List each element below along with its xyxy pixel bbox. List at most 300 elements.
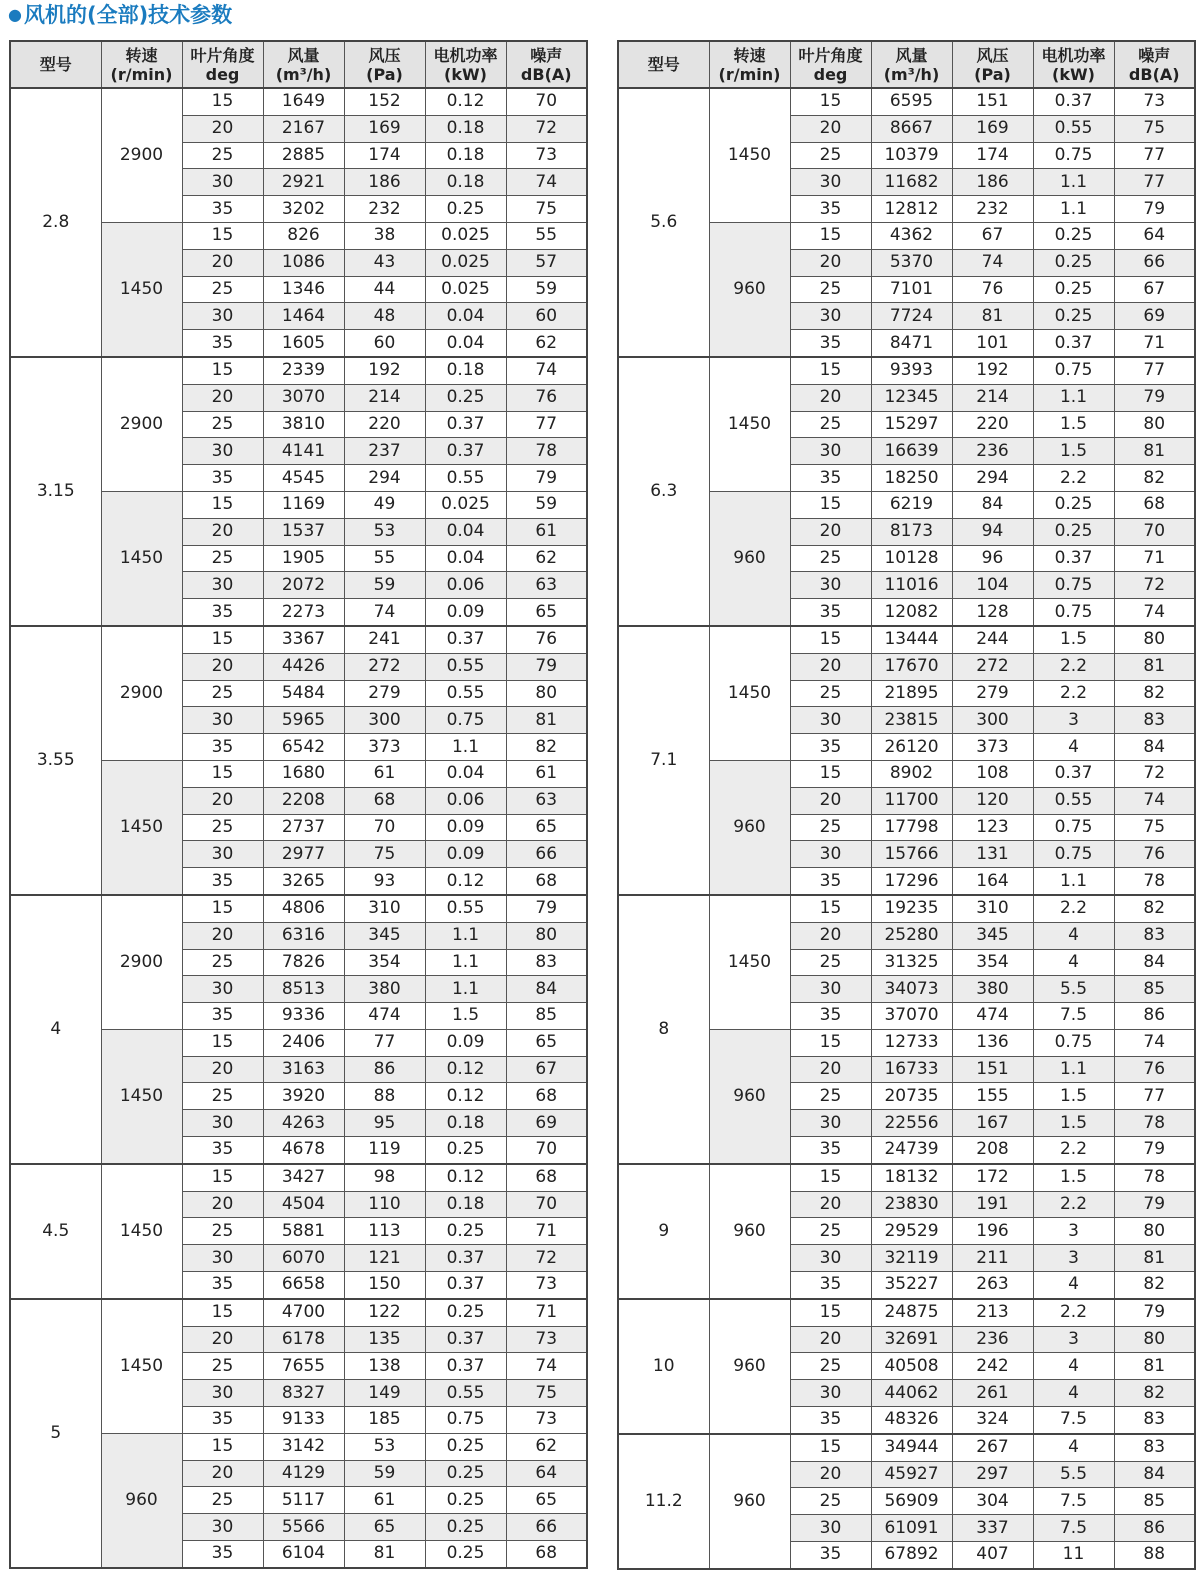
blade-angle-cell: 25 xyxy=(790,545,871,572)
blade-angle-cell: 20 xyxy=(182,1191,263,1218)
blade-angle-cell: 25 xyxy=(182,276,263,303)
noise-cell: 84 xyxy=(1114,1461,1195,1488)
motor-power-cell: 0.12 xyxy=(425,88,506,115)
model-cell: 9 xyxy=(618,1164,709,1299)
blade-angle-cell: 35 xyxy=(182,465,263,492)
noise-cell: 66 xyxy=(506,841,587,868)
motor-power-cell: 0.25 xyxy=(1033,491,1114,518)
noise-cell: 64 xyxy=(1114,222,1195,249)
header-pressure: 风压 (Pa) xyxy=(952,41,1033,88)
blade-angle-cell: 30 xyxy=(790,572,871,599)
pressure-cell: 86 xyxy=(344,1056,425,1083)
airflow-cell: 40508 xyxy=(871,1353,952,1380)
noise-cell: 65 xyxy=(506,1487,587,1514)
blade-angle-cell: 15 xyxy=(790,626,871,653)
blade-angle-cell: 20 xyxy=(790,1326,871,1353)
airflow-cell: 6070 xyxy=(263,1245,344,1272)
motor-power-cell: 0.25 xyxy=(425,1433,506,1460)
noise-cell: 78 xyxy=(1114,868,1195,895)
pressure-cell: 294 xyxy=(344,465,425,492)
airflow-cell: 4545 xyxy=(263,465,344,492)
blade-angle-cell: 25 xyxy=(790,276,871,303)
blade-angle-cell: 20 xyxy=(182,1326,263,1353)
pressure-cell: 169 xyxy=(952,115,1033,142)
motor-power-cell: 4 xyxy=(1033,922,1114,949)
speed-cell: 960 xyxy=(709,760,790,894)
airflow-cell: 6178 xyxy=(263,1326,344,1353)
noise-cell: 59 xyxy=(506,491,587,518)
airflow-cell: 1680 xyxy=(263,760,344,787)
motor-power-cell: 0.75 xyxy=(1033,142,1114,169)
noise-cell: 73 xyxy=(506,1407,587,1434)
model-cell: 7.1 xyxy=(618,626,709,895)
noise-cell: 68 xyxy=(506,1164,587,1191)
airflow-cell: 3920 xyxy=(263,1083,344,1110)
airflow-cell: 7655 xyxy=(263,1353,344,1380)
header-blade-angle: 叶片角度 deg xyxy=(790,41,871,88)
noise-cell: 80 xyxy=(1114,1326,1195,1353)
motor-power-cell: 0.75 xyxy=(1033,841,1114,868)
blade-angle-cell: 15 xyxy=(182,222,263,249)
pressure-cell: 310 xyxy=(952,895,1033,922)
noise-cell: 72 xyxy=(506,1245,587,1272)
pressure-cell: 155 xyxy=(952,1083,1033,1110)
airflow-cell: 1346 xyxy=(263,276,344,303)
blade-angle-cell: 25 xyxy=(182,814,263,841)
pressure-cell: 380 xyxy=(952,976,1033,1003)
blade-angle-cell: 20 xyxy=(182,384,263,411)
airflow-cell: 12812 xyxy=(871,196,952,223)
pressure-cell: 310 xyxy=(344,895,425,922)
noise-cell: 84 xyxy=(1114,949,1195,976)
noise-cell: 68 xyxy=(506,1083,587,1110)
noise-cell: 80 xyxy=(1114,411,1195,438)
speed-cell: 2900 xyxy=(101,357,182,491)
airflow-cell: 45927 xyxy=(871,1461,952,1488)
noise-cell: 71 xyxy=(1114,330,1195,357)
speed-cell: 960 xyxy=(709,222,790,356)
noise-cell: 72 xyxy=(1114,760,1195,787)
motor-power-cell: 0.025 xyxy=(425,491,506,518)
airflow-cell: 3367 xyxy=(263,626,344,653)
pressure-cell: 81 xyxy=(344,1541,425,1568)
noise-cell: 74 xyxy=(1114,599,1195,626)
pressure-cell: 232 xyxy=(344,196,425,223)
blade-angle-cell: 15 xyxy=(790,491,871,518)
fan-spec-table-right xyxy=(617,40,1196,1570)
noise-cell: 62 xyxy=(506,545,587,572)
pressure-cell: 300 xyxy=(344,707,425,734)
blade-angle-cell: 15 xyxy=(790,1434,871,1461)
noise-cell: 71 xyxy=(506,1299,587,1326)
speed-cell: 960 xyxy=(709,1164,790,1299)
noise-cell: 62 xyxy=(506,1433,587,1460)
noise-cell: 76 xyxy=(506,626,587,653)
motor-power-cell: 0.25 xyxy=(425,1460,506,1487)
airflow-cell: 16733 xyxy=(871,1056,952,1083)
motor-power-cell: 0.09 xyxy=(425,1029,506,1056)
motor-power-cell: 0.25 xyxy=(425,1299,506,1326)
noise-cell: 82 xyxy=(506,734,587,761)
pressure-cell: 151 xyxy=(952,88,1033,115)
noise-cell: 70 xyxy=(1114,518,1195,545)
blade-angle-cell: 30 xyxy=(182,169,263,196)
blade-angle-cell: 35 xyxy=(182,1137,263,1164)
noise-cell: 68 xyxy=(1114,491,1195,518)
blade-angle-cell: 30 xyxy=(790,1110,871,1137)
pressure-cell: 93 xyxy=(344,868,425,895)
blade-angle-cell: 15 xyxy=(182,1029,263,1056)
noise-cell: 69 xyxy=(506,1110,587,1137)
blade-angle-cell: 25 xyxy=(790,1083,871,1110)
airflow-cell: 15297 xyxy=(871,411,952,438)
pressure-cell: 192 xyxy=(344,357,425,384)
airflow-cell: 67892 xyxy=(871,1542,952,1569)
noise-cell: 82 xyxy=(1114,1380,1195,1407)
noise-cell: 65 xyxy=(506,1029,587,1056)
motor-power-cell: 0.04 xyxy=(425,303,506,330)
airflow-cell: 12082 xyxy=(871,599,952,626)
airflow-cell: 25280 xyxy=(871,922,952,949)
airflow-cell: 5484 xyxy=(263,680,344,707)
fan-spec-table-left xyxy=(9,40,588,1569)
motor-power-cell: 1.1 xyxy=(1033,868,1114,895)
pressure-cell: 244 xyxy=(952,626,1033,653)
blade-angle-cell: 20 xyxy=(790,1056,871,1083)
motor-power-cell: 3 xyxy=(1033,1326,1114,1353)
motor-power-cell: 0.55 xyxy=(1033,787,1114,814)
noise-cell: 73 xyxy=(506,1326,587,1353)
noise-cell: 76 xyxy=(1114,1056,1195,1083)
blade-angle-cell: 25 xyxy=(182,1218,263,1245)
airflow-cell: 23830 xyxy=(871,1191,952,1218)
blade-angle-cell: 35 xyxy=(790,196,871,223)
blade-angle-cell: 15 xyxy=(790,1164,871,1191)
blade-angle-cell: 30 xyxy=(182,1380,263,1407)
motor-power-cell: 0.25 xyxy=(1033,276,1114,303)
noise-cell: 78 xyxy=(506,438,587,465)
noise-cell: 64 xyxy=(506,1460,587,1487)
airflow-cell: 3142 xyxy=(263,1433,344,1460)
blade-angle-cell: 25 xyxy=(182,411,263,438)
motor-power-cell: 0.025 xyxy=(425,249,506,276)
pressure-cell: 279 xyxy=(952,680,1033,707)
blade-angle-cell: 30 xyxy=(182,976,263,1003)
motor-power-cell: 0.25 xyxy=(425,1137,506,1164)
noise-cell: 67 xyxy=(1114,276,1195,303)
airflow-cell: 24739 xyxy=(871,1137,952,1164)
table-row xyxy=(618,88,1195,115)
airflow-cell: 1605 xyxy=(263,330,344,357)
blade-angle-cell: 25 xyxy=(790,680,871,707)
pressure-cell: 65 xyxy=(344,1514,425,1541)
motor-power-cell: 1.5 xyxy=(1033,1164,1114,1191)
motor-power-cell: 0.37 xyxy=(1033,545,1114,572)
noise-cell: 70 xyxy=(506,1191,587,1218)
noise-cell: 78 xyxy=(1114,1164,1195,1191)
airflow-cell: 24875 xyxy=(871,1299,952,1326)
blade-angle-cell: 25 xyxy=(790,142,871,169)
speed-cell: 2900 xyxy=(101,895,182,1029)
airflow-cell: 16639 xyxy=(871,438,952,465)
blade-angle-cell: 35 xyxy=(182,1407,263,1434)
header-airflow: 风量 (m³/h) xyxy=(263,41,344,88)
pressure-cell: 208 xyxy=(952,1137,1033,1164)
noise-cell: 79 xyxy=(1114,1299,1195,1326)
pressure-cell: 297 xyxy=(952,1461,1033,1488)
noise-cell: 82 xyxy=(1114,895,1195,922)
blade-angle-cell: 35 xyxy=(182,1541,263,1568)
noise-cell: 80 xyxy=(1114,1218,1195,1245)
motor-power-cell: 0.75 xyxy=(1033,357,1114,384)
blade-angle-cell: 30 xyxy=(182,1245,263,1272)
pressure-cell: 53 xyxy=(344,1433,425,1460)
airflow-cell: 4129 xyxy=(263,1460,344,1487)
model-cell: 10 xyxy=(618,1299,709,1434)
blade-angle-cell: 15 xyxy=(182,1299,263,1326)
blade-angle-cell: 15 xyxy=(182,1164,263,1191)
noise-cell: 79 xyxy=(1114,1137,1195,1164)
blade-angle-cell: 15 xyxy=(182,626,263,653)
airflow-cell: 34944 xyxy=(871,1434,952,1461)
blade-angle-cell: 35 xyxy=(790,1137,871,1164)
noise-cell: 84 xyxy=(1114,734,1195,761)
noise-cell: 75 xyxy=(1114,814,1195,841)
model-cell: 11.2 xyxy=(618,1434,709,1569)
pressure-cell: 354 xyxy=(344,949,425,976)
motor-power-cell: 0.25 xyxy=(425,196,506,223)
model-cell: 4.5 xyxy=(10,1164,101,1299)
model-cell: 4 xyxy=(10,895,101,1164)
pressure-cell: 138 xyxy=(344,1353,425,1380)
airflow-cell: 4362 xyxy=(871,222,952,249)
noise-cell: 67 xyxy=(506,1056,587,1083)
noise-cell: 81 xyxy=(1114,1245,1195,1272)
blade-angle-cell: 20 xyxy=(182,1056,263,1083)
motor-power-cell: 5.5 xyxy=(1033,976,1114,1003)
blade-angle-cell: 20 xyxy=(182,249,263,276)
blade-angle-cell: 30 xyxy=(790,169,871,196)
pressure-cell: 345 xyxy=(952,922,1033,949)
blade-angle-cell: 30 xyxy=(182,572,263,599)
pressure-cell: 76 xyxy=(952,276,1033,303)
pressure-cell: 98 xyxy=(344,1164,425,1191)
noise-cell: 74 xyxy=(506,357,587,384)
motor-power-cell: 0.37 xyxy=(1033,88,1114,115)
motor-power-cell: 7.5 xyxy=(1033,1407,1114,1434)
airflow-cell: 2885 xyxy=(263,142,344,169)
motor-power-cell: 0.55 xyxy=(425,1380,506,1407)
table-body-right xyxy=(618,88,1195,1569)
airflow-cell: 826 xyxy=(263,222,344,249)
noise-cell: 81 xyxy=(506,707,587,734)
pressure-cell: 279 xyxy=(344,680,425,707)
airflow-cell: 6104 xyxy=(263,1541,344,1568)
noise-cell: 75 xyxy=(506,196,587,223)
motor-power-cell: 4 xyxy=(1033,1434,1114,1461)
table-row xyxy=(10,895,587,922)
airflow-cell: 4263 xyxy=(263,1110,344,1137)
blade-angle-cell: 15 xyxy=(182,1433,263,1460)
airflow-cell: 13444 xyxy=(871,626,952,653)
motor-power-cell: 0.75 xyxy=(1033,599,1114,626)
pressure-cell: 70 xyxy=(344,814,425,841)
noise-cell: 72 xyxy=(1114,572,1195,599)
airflow-cell: 4504 xyxy=(263,1191,344,1218)
airflow-cell: 7101 xyxy=(871,276,952,303)
airflow-cell: 3427 xyxy=(263,1164,344,1191)
airflow-cell: 6219 xyxy=(871,491,952,518)
pressure-cell: 172 xyxy=(952,1164,1033,1191)
airflow-cell: 8667 xyxy=(871,115,952,142)
motor-power-cell: 0.37 xyxy=(425,1353,506,1380)
blade-angle-cell: 30 xyxy=(182,841,263,868)
pressure-cell: 84 xyxy=(952,491,1033,518)
noise-cell: 82 xyxy=(1114,465,1195,492)
header-model: 型号 xyxy=(618,41,709,88)
airflow-cell: 6542 xyxy=(263,734,344,761)
noise-cell: 72 xyxy=(506,115,587,142)
blade-angle-cell: 30 xyxy=(182,1514,263,1541)
motor-power-cell: 0.12 xyxy=(425,1083,506,1110)
motor-power-cell: 0.37 xyxy=(425,1272,506,1299)
motor-power-cell: 0.55 xyxy=(425,653,506,680)
noise-cell: 73 xyxy=(506,142,587,169)
blade-angle-cell: 20 xyxy=(182,653,263,680)
blade-angle-cell: 35 xyxy=(182,196,263,223)
blade-angle-cell: 25 xyxy=(182,680,263,707)
airflow-cell: 9393 xyxy=(871,357,952,384)
pressure-cell: 61 xyxy=(344,760,425,787)
airflow-cell: 11016 xyxy=(871,572,952,599)
pressure-cell: 407 xyxy=(952,1542,1033,1569)
motor-power-cell: 0.12 xyxy=(425,1056,506,1083)
motor-power-cell: 0.37 xyxy=(425,626,506,653)
pressure-cell: 74 xyxy=(952,249,1033,276)
blade-angle-cell: 35 xyxy=(790,1542,871,1569)
speed-cell: 1450 xyxy=(709,895,790,1029)
motor-power-cell: 0.75 xyxy=(1033,572,1114,599)
pressure-cell: 96 xyxy=(952,545,1033,572)
motor-power-cell: 1.5 xyxy=(1033,626,1114,653)
airflow-cell: 17798 xyxy=(871,814,952,841)
airflow-cell: 29529 xyxy=(871,1218,952,1245)
pressure-cell: 213 xyxy=(952,1299,1033,1326)
noise-cell: 79 xyxy=(506,895,587,922)
pressure-cell: 68 xyxy=(344,787,425,814)
speed-cell: 1450 xyxy=(709,626,790,760)
model-cell: 3.15 xyxy=(10,357,101,626)
pressure-cell: 94 xyxy=(952,518,1033,545)
noise-cell: 66 xyxy=(1114,249,1195,276)
airflow-cell: 8471 xyxy=(871,330,952,357)
airflow-cell: 21895 xyxy=(871,680,952,707)
blade-angle-cell: 25 xyxy=(790,814,871,841)
pressure-cell: 220 xyxy=(344,411,425,438)
blade-angle-cell: 35 xyxy=(790,330,871,357)
blade-angle-cell: 20 xyxy=(182,115,263,142)
airflow-cell: 20735 xyxy=(871,1083,952,1110)
blade-angle-cell: 35 xyxy=(182,1003,263,1030)
airflow-cell: 37070 xyxy=(871,1003,952,1030)
noise-cell: 74 xyxy=(1114,1029,1195,1056)
pressure-cell: 131 xyxy=(952,841,1033,868)
pressure-cell: 474 xyxy=(344,1003,425,1030)
motor-power-cell: 0.37 xyxy=(1033,330,1114,357)
header-row xyxy=(10,41,587,88)
motor-power-cell: 0.55 xyxy=(425,680,506,707)
airflow-cell: 1537 xyxy=(263,518,344,545)
table-row xyxy=(618,357,1195,384)
blade-angle-cell: 15 xyxy=(790,357,871,384)
noise-cell: 83 xyxy=(1114,1434,1195,1461)
motor-power-cell: 1.5 xyxy=(425,1003,506,1030)
blade-angle-cell: 20 xyxy=(790,384,871,411)
noise-cell: 61 xyxy=(506,760,587,787)
model-cell: 5 xyxy=(10,1299,101,1568)
noise-cell: 66 xyxy=(506,1514,587,1541)
blade-angle-cell: 20 xyxy=(182,922,263,949)
header-motor-power: 电机功率 (kW) xyxy=(1033,41,1114,88)
pressure-cell: 263 xyxy=(952,1272,1033,1299)
blade-angle-cell: 30 xyxy=(182,707,263,734)
pressure-cell: 272 xyxy=(344,653,425,680)
motor-power-cell: 0.25 xyxy=(425,1218,506,1245)
airflow-cell: 1086 xyxy=(263,249,344,276)
noise-cell: 79 xyxy=(506,653,587,680)
blade-angle-cell: 20 xyxy=(790,787,871,814)
pressure-cell: 220 xyxy=(952,411,1033,438)
table-row xyxy=(10,626,587,653)
speed-cell: 1450 xyxy=(709,357,790,491)
pressure-cell: 88 xyxy=(344,1083,425,1110)
blade-angle-cell: 20 xyxy=(790,1461,871,1488)
pressure-cell: 167 xyxy=(952,1110,1033,1137)
motor-power-cell: 0.75 xyxy=(425,707,506,734)
airflow-cell: 5370 xyxy=(871,249,952,276)
blade-angle-cell: 20 xyxy=(790,518,871,545)
motor-power-cell: 3 xyxy=(1033,1245,1114,1272)
pressure-cell: 191 xyxy=(952,1191,1033,1218)
airflow-cell: 2208 xyxy=(263,787,344,814)
table-row xyxy=(10,1299,587,1326)
motor-power-cell: 0.18 xyxy=(425,115,506,142)
airflow-cell: 10128 xyxy=(871,545,952,572)
header-noise: 噪声 dB(A) xyxy=(1114,41,1195,88)
noise-cell: 83 xyxy=(1114,1407,1195,1434)
table-body-left xyxy=(10,88,587,1568)
motor-power-cell: 0.06 xyxy=(425,572,506,599)
noise-cell: 80 xyxy=(1114,626,1195,653)
noise-cell: 71 xyxy=(506,1218,587,1245)
speed-cell: 1450 xyxy=(101,491,182,625)
motor-power-cell: 0.25 xyxy=(425,1487,506,1514)
table-row xyxy=(618,1299,1195,1326)
motor-power-cell: 0.18 xyxy=(425,1191,506,1218)
motor-power-cell: 3 xyxy=(1033,707,1114,734)
airflow-cell: 2406 xyxy=(263,1029,344,1056)
blade-angle-cell: 20 xyxy=(182,1460,263,1487)
motor-power-cell: 1.5 xyxy=(1033,438,1114,465)
speed-cell: 1450 xyxy=(101,222,182,356)
blade-angle-cell: 35 xyxy=(182,1272,263,1299)
blade-angle-cell: 15 xyxy=(790,895,871,922)
airflow-cell: 3202 xyxy=(263,196,344,223)
speed-cell: 1450 xyxy=(101,760,182,894)
pressure-cell: 77 xyxy=(344,1029,425,1056)
noise-cell: 79 xyxy=(1114,1191,1195,1218)
speed-cell: 1450 xyxy=(709,88,790,222)
